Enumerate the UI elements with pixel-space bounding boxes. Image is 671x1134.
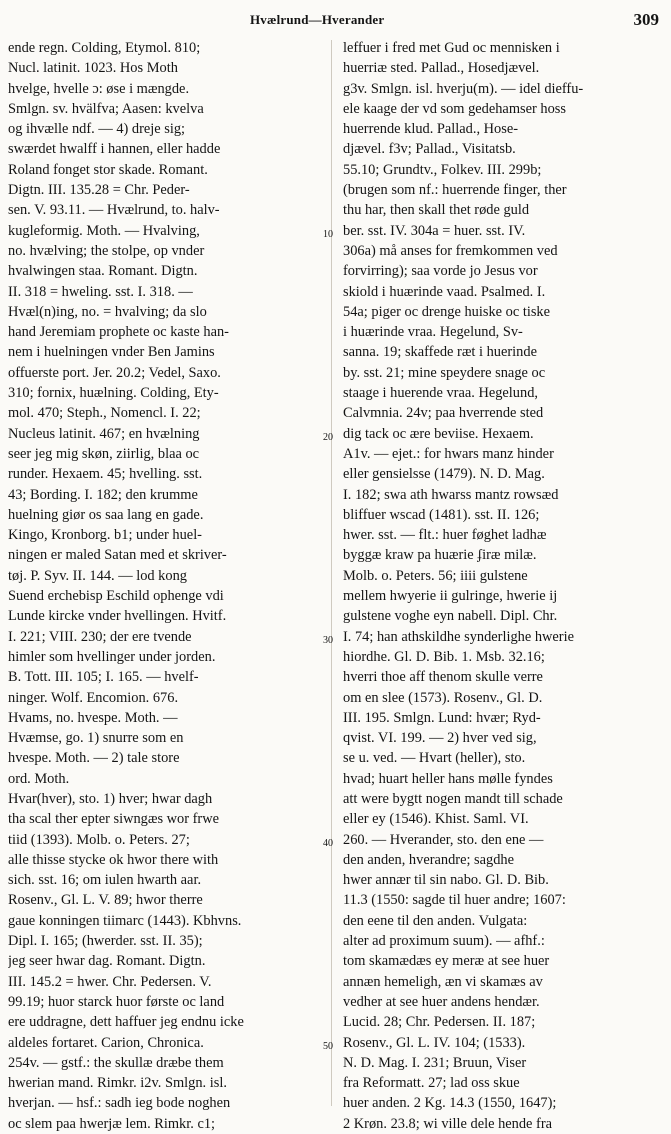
text-line: gulstene voghe eyn nabell. Dipl. Chr. xyxy=(343,608,558,625)
text-line: huerrende klud. Pallad., Hose- xyxy=(343,121,519,138)
text-line: runder. Hexaem. 45; hvelling. sst. xyxy=(8,466,203,483)
text-line: Lucid. 28; Chr. Pedersen. II. 187; xyxy=(343,1014,536,1031)
text-line: by. sst. 21; mine speydere snage oc xyxy=(343,364,546,381)
text-line: og ihvælle ndf. — 4) dreje sig; xyxy=(8,121,186,138)
text-line: hiordhe. Gl. D. Bib. 1. Msb. 32.16; xyxy=(343,648,545,665)
text-line: hand Jeremiam prophete oc kaste han- xyxy=(8,324,229,341)
text-line: N. D. Mag. I. 231; Bruun, Viser xyxy=(343,1054,527,1071)
text-line: Nucleus latinit. 467; en hvælning xyxy=(8,425,200,442)
text-line: aldeles fortaret. Carion, Chronica. xyxy=(8,1034,204,1051)
text-line: 2 Krøn. 23.8; wi ville dele hende fra xyxy=(343,1115,553,1132)
text-line: byggæ kraw pa huærie ʄiræ milæ. xyxy=(343,547,537,564)
text-line: eller gensielsse (1479). N. D. Mag. xyxy=(343,466,545,483)
text-line: Calvmnia. 24v; paa hverrende sted xyxy=(343,405,544,422)
text-line: vedher at see huer andens hendær. xyxy=(343,993,540,1010)
text-line: alle thisse stycke ok hwor there with xyxy=(8,851,219,868)
text-line: 43; Bording. I. 182; den krumme xyxy=(8,486,198,503)
text-line: himler som hvellinger under jorden. xyxy=(8,648,216,665)
text-line: I. 221; VIII. 230; der ere tvende xyxy=(8,628,192,645)
text-line: tha scal ther epter siwngæs wor frwe xyxy=(8,811,219,828)
text-line: III. 195. Smlgn. Lund: hvær; Ryd- xyxy=(343,709,541,726)
text-line: om en slee (1573). Rosenv., Gl. D. xyxy=(343,689,543,706)
text-line: Rosenv., Gl. L. V. 89; hwor therre xyxy=(8,892,203,909)
text-line: gaue konningen tiimarc (1443). Kbhvns. xyxy=(8,912,242,929)
text-line: Hvams, no. hvespe. Moth. — xyxy=(8,709,178,726)
text-line: 310; fornix, huælning. Colding, Ety- xyxy=(8,385,219,402)
text-line: tiid (1393). Molb. o. Peters. 27; xyxy=(8,831,190,848)
text-line: hwer annær til sin nabo. Gl. D. Bib. xyxy=(343,872,549,889)
text-line: 306a) må anses for fremkommen ved xyxy=(343,242,558,259)
text-line: Hvæmse, go. 1) snurre som en xyxy=(8,730,184,747)
text-line: Digtn. III. 135.28 = Chr. Peder- xyxy=(8,182,190,199)
text-line: 260. — Hverander, sto. den ene — xyxy=(343,831,544,848)
text-line: (brugen som nf.: huerrende finger, ther xyxy=(343,182,567,199)
text-line: Rosenv., Gl. L. IV. 104; (1533). xyxy=(343,1034,526,1051)
text-line: se u. ved. — Hvart (heller), sto. xyxy=(343,750,526,767)
text-line: 11.3 (1550: sagde til huer andre; 1607: xyxy=(343,892,566,909)
text-line: bliffuer wscad (1481). sst. II. 126; xyxy=(343,506,540,523)
page-header xyxy=(0,10,671,32)
text-line: Nucl. latinit. 1023. Hos Moth xyxy=(8,60,178,77)
text-line: ere uddragne, dett haffuer jeg endnu icke xyxy=(8,1014,244,1031)
text-line: ende regn. Colding, Etymol. 810; xyxy=(8,40,201,56)
text-line: skiold i huærinde vaad. Psalmed. I. xyxy=(343,283,546,300)
text-line: Roland fonget stor skade. Romant. xyxy=(8,161,208,178)
text-line: nem i huelningen vnder Ben Jamins xyxy=(8,344,215,361)
text-line: att were bygtt nogen mandt till schade xyxy=(343,790,563,807)
text-line: sich. sst. 16; om iulen hwarth aar. xyxy=(8,872,202,889)
margin-line-number: 30 xyxy=(323,634,333,646)
text-line: hverjan. — hsf.: sadh ieg bode noghen xyxy=(8,1095,231,1112)
text-line: III. 145.2 = hwer. Chr. Pedersen. V. xyxy=(8,973,212,990)
text-line: ele kaage der vd som gedehamser hoss xyxy=(343,100,566,117)
margin-line-number: 10 xyxy=(323,228,333,240)
text-line: Suend erchebisp Eschild ophenge vdi xyxy=(8,588,224,605)
text-line: qvist. VI. 199. — 2) hver ved sig, xyxy=(343,730,537,747)
text-line: thu har, then skall thet røde guld xyxy=(343,202,530,219)
text-line: g3v. Smlgn. isl. hverju(m). — idel dieffu- xyxy=(343,80,584,97)
margin-line-number: 20 xyxy=(323,431,333,443)
text-line: ord. Moth. xyxy=(8,770,70,787)
text-line: I. 74; han athskildhe synderlighe hwerie xyxy=(343,628,574,645)
text-line: seer jeg mig skøn, ziirlig, blaa oc xyxy=(8,445,200,462)
text-line: no. hvælving; the stolpe, op vnder xyxy=(8,242,205,259)
text-line: oc slem paa hwerjæ lem. Rimkr. c1; xyxy=(8,1115,216,1132)
text-line: Lunde kircke vnder hvellingen. Hvitf. xyxy=(8,608,227,625)
text-line: kugleformig. Moth. — Hvalving, xyxy=(8,222,200,239)
text-line: ninger. Wolf. Encomion. 676. xyxy=(8,689,179,706)
text-line: offuerste port. Jer. 20.2; Vedel, Saxo. xyxy=(8,364,221,381)
text-line: hwerian mand. Rimkr. i2v. Smlgn. isl. xyxy=(8,1075,227,1092)
right-column xyxy=(343,38,657,1134)
left-column xyxy=(8,38,323,1134)
text-line: huerriæ sted. Pallad., Hosedjævel. xyxy=(343,60,540,77)
text-line: hwer. sst. — flt.: huer føghet ladhæ xyxy=(343,527,547,544)
text-line: staage i huerende vraa. Hegelund, xyxy=(343,385,538,402)
text-line: Molb. o. Peters. 56; iiii gulstene xyxy=(343,567,528,584)
text-line: 54a; piger oc drenge huiske oc tiske xyxy=(343,303,550,320)
running-head: Hvælrund—Hverander xyxy=(250,12,385,27)
column-divider xyxy=(331,40,332,1106)
text-line: sen. V. 93.11. — Hvælrund, to. halv- xyxy=(8,202,220,219)
text-line: hvad; huart heller hans mølle fyndes xyxy=(343,770,553,787)
text-line: den eene til den anden. Vulgata: xyxy=(343,912,528,929)
text-line: hvelge, hvelle ɔ: øse i mængde. xyxy=(8,80,190,97)
text-line: djævel. f3v; Pallad., Visitatsb. xyxy=(343,141,516,158)
text-line: hvalwingen staa. Romant. Digtn. xyxy=(8,263,198,280)
text-line: hvespe. Moth. — 2) tale store xyxy=(8,750,180,767)
text-line: ber. sst. IV. 304a = huer. sst. IV. xyxy=(343,222,526,239)
text-line: annæn hemeligh, æn vi skamæs av xyxy=(343,973,543,990)
text-line: fra Reformatt. 27; lad oss skue xyxy=(343,1075,520,1092)
text-line: jeg seer hwar dag. Romant. Digtn. xyxy=(8,953,206,970)
margin-line-number: 40 xyxy=(323,837,333,849)
text-line: hverri thoe aff thenom skulle verre xyxy=(343,669,543,686)
text-line: I. 182; swa ath hwarss mantz rowsæd xyxy=(343,486,559,503)
text-line: swærdet hwalff i hannen, eller hadde xyxy=(8,141,221,158)
text-line: mol. 470; Steph., Nomencl. I. 22; xyxy=(8,405,201,422)
text-line: huer anden. 2 Kg. 14.3 (1550, 1647); xyxy=(343,1095,557,1112)
text-line: leffuer i fred met Gud oc mennisken i xyxy=(343,40,560,56)
text-line: alter ad proximum suum). — afhf.: xyxy=(343,933,545,950)
text-line: Dipl. I. 165; (hwerder. sst. II. 35); xyxy=(8,933,203,950)
text-line: huelning giør os saa lang en gade. xyxy=(8,506,204,523)
text-line: Hvæl(n)ing, no. = hvalving; da slo xyxy=(8,303,207,320)
text-line: 254v. — gstf.: the skullæ dræbe them xyxy=(8,1054,224,1071)
text-line: tom skamædæs ey meræ at see huer xyxy=(343,953,550,970)
text-line: den anden, hverandre; sagdhe xyxy=(343,851,515,868)
text-line: dig tack oc ære beviise. Hexaem. xyxy=(343,425,534,442)
text-line: B. Tott. III. 105; I. 165. — hvelf- xyxy=(8,669,199,686)
text-line: II. 318 = hweling. sst. I. 318. — xyxy=(8,283,193,300)
text-line: ningen er maled Satan med et skriver- xyxy=(8,547,227,564)
text-line: i huærinde vraa. Hegelund, Sv- xyxy=(343,324,523,341)
text-line: 99.19; huor starck huor første oc land xyxy=(8,993,225,1010)
text-line: sanna. 19; skaffede ræt i huerinde xyxy=(343,344,537,361)
text-line: Smlgn. sv. hvälfva; Aasen: kvelva xyxy=(8,100,204,117)
page-number: 309 xyxy=(633,10,659,29)
text-line: eller ey (1546). Khist. Saml. VI. xyxy=(343,811,529,828)
margin-line-number: 50 xyxy=(323,1040,333,1052)
text-line: tøj. P. Syv. II. 144. — lod kong xyxy=(8,567,187,584)
text-line: A1v. — ejet.: for hwars manz hinder xyxy=(343,445,554,462)
text-line: Kingo, Kronborg. b1; under huel- xyxy=(8,527,202,544)
text-line: Hvar(hver), sto. 1) hver; hwar dagh xyxy=(8,790,213,807)
text-line: forvirring); saa vorde jo Jesus vor xyxy=(343,263,538,280)
text-line: 55.10; Grundtv., Folkev. III. 299b; xyxy=(343,161,542,178)
text-line: mellem hwyerie ii gulringe, hwerie ij xyxy=(343,588,558,605)
